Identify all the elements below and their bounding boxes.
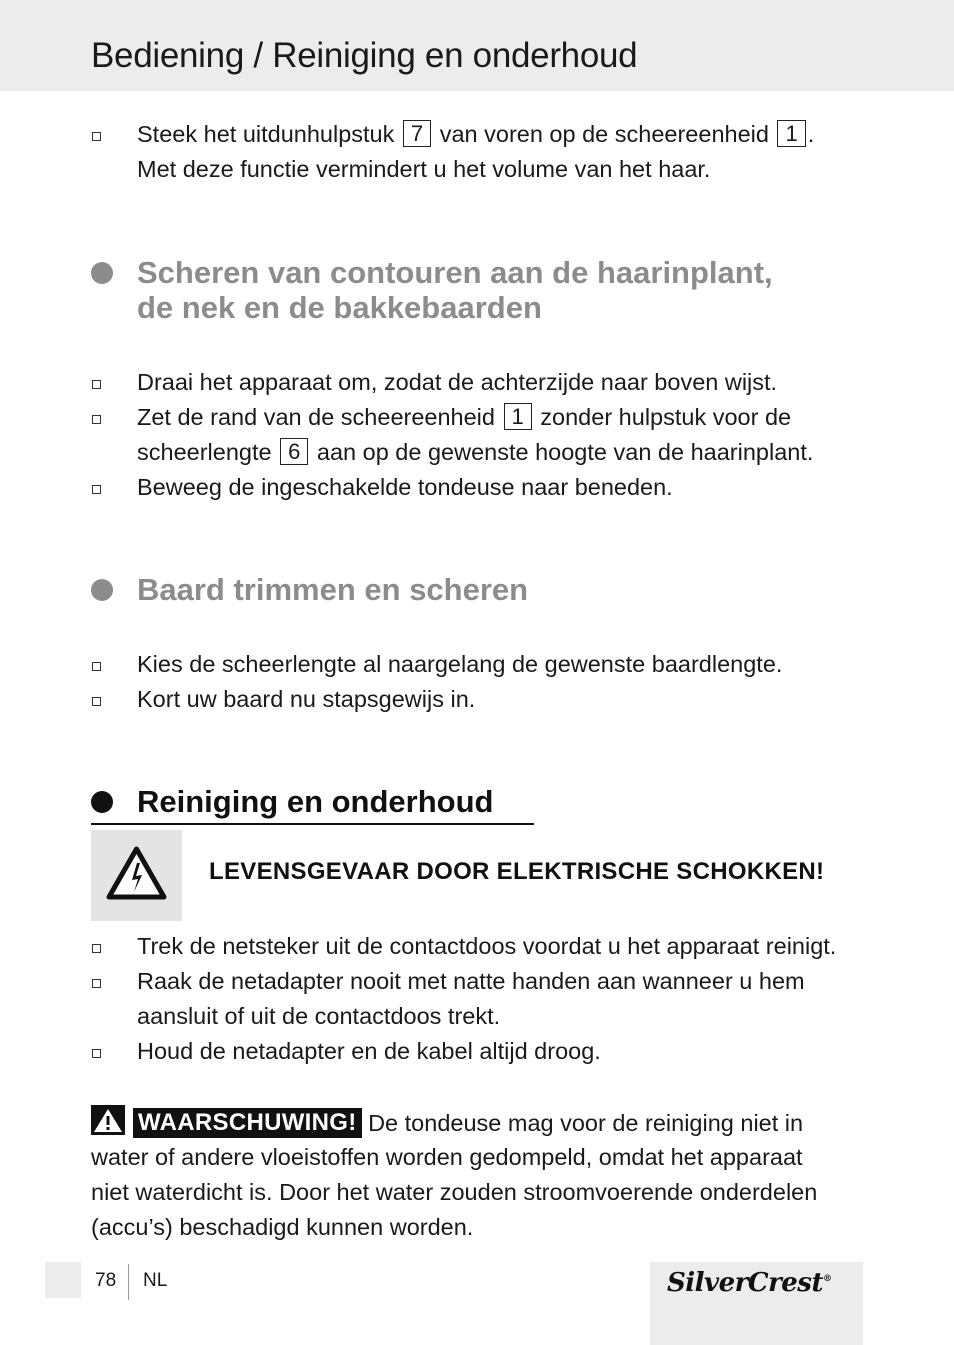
section-bullet-dot	[91, 579, 113, 601]
registered-mark: ®	[822, 1274, 832, 1284]
text: .	[807, 121, 815, 147]
text: zonder hulpstuk voor de	[540, 404, 792, 430]
danger-title: LEVENSGEVAAR DOOR ELEKTRISCHE SCHOKKEN!	[209, 858, 825, 885]
text: aan op de gewenste hoogte van de haarinplant.	[316, 439, 814, 465]
beard-step-2: Kort uw baard nu stapsgewijs in.	[137, 686, 476, 712]
footer-divider	[128, 1264, 129, 1300]
beard-step-1: Kies de scheerlengte al naargelang de gewenste baardlengte.	[137, 651, 783, 677]
intro-line-1	[137, 117, 814, 152]
part-reference: 7	[403, 120, 431, 147]
part-reference: 1	[777, 120, 805, 147]
warning-triangle-icon	[91, 1105, 125, 1135]
warning-paragraph	[91, 1105, 871, 1141]
bullet-square	[92, 662, 101, 671]
warning-label: WAARSCHUWING!	[133, 1108, 362, 1138]
heading-underline	[91, 823, 534, 825]
contours-step-1: Draai het apparaat om, zodat de achterzijde naar boven wijst.	[137, 369, 778, 395]
brand-logo	[667, 1268, 831, 1298]
section-heading-cleaning: Reiniging en onderhoud	[137, 784, 494, 819]
section-bullet-dot	[91, 791, 113, 813]
electric-shock-warning-icon	[91, 830, 182, 921]
warning-paragraph-line: water of andere vloeistoffen worden gedompeld, omdat het apparaat	[91, 1144, 803, 1170]
language-code: NL	[143, 1270, 168, 1291]
bullet-square	[92, 380, 101, 389]
section-heading-contours: Scheren van contouren aan de haarinplant,	[137, 255, 773, 290]
cleaning-step-2-cont: aansluit of uit de contactdoos trekt.	[137, 1003, 501, 1029]
part-reference: 1	[504, 403, 532, 430]
bullet-square	[92, 697, 101, 706]
intro-line-2: Met deze functie vermindert u het volume van het haar.	[137, 156, 711, 182]
page-number: 78	[95, 1270, 117, 1291]
contours-step-2-cont	[137, 435, 813, 470]
page-title: Bediening / Reiniging en onderhoud	[91, 36, 638, 75]
brand-name: SilverCrest	[667, 1268, 823, 1298]
warning-paragraph-line: niet waterdicht is. Door het water zouden stroomvoerende onderdelen	[91, 1179, 818, 1205]
contours-step-2	[137, 400, 791, 435]
section-heading-beard: Baard trimmen en scheren	[137, 572, 529, 607]
contours-step-3: Beweeg de ingeschakelde tondeuse naar beneden.	[137, 474, 673, 500]
bullet-square	[92, 415, 101, 424]
footer-marker	[45, 1262, 81, 1298]
cleaning-step-1: Trek de netsteker uit de contactdoos voordat u het apparaat reinigt.	[137, 933, 837, 959]
bullet-square	[92, 979, 101, 988]
section-bullet-dot	[91, 262, 113, 284]
cleaning-step-2: Raak de netadapter nooit met natte handen aan wanneer u hem	[137, 968, 805, 994]
bullet-square	[92, 132, 101, 141]
text: Steek het uitdunhulpstuk	[137, 121, 395, 147]
part-reference: 6	[280, 438, 308, 465]
cleaning-step-3: Houd de netadapter en de kabel altijd droog.	[137, 1038, 601, 1064]
warning-text: De tondeuse mag voor de reiniging niet in	[361, 1110, 804, 1136]
warning-paragraph-line: (accu’s) beschadigd kunnen worden.	[91, 1214, 474, 1240]
bullet-square	[92, 944, 101, 953]
bullet-square	[92, 485, 101, 494]
warning-box	[91, 830, 182, 921]
text: van voren op de scheereenheid	[439, 121, 769, 147]
section-heading-contours-cont: de nek en de bakkebaarden	[137, 290, 542, 325]
text: Zet de rand van de scheereenheid	[137, 404, 495, 430]
bullet-square	[92, 1049, 101, 1058]
text: scheerlengte	[137, 439, 272, 465]
